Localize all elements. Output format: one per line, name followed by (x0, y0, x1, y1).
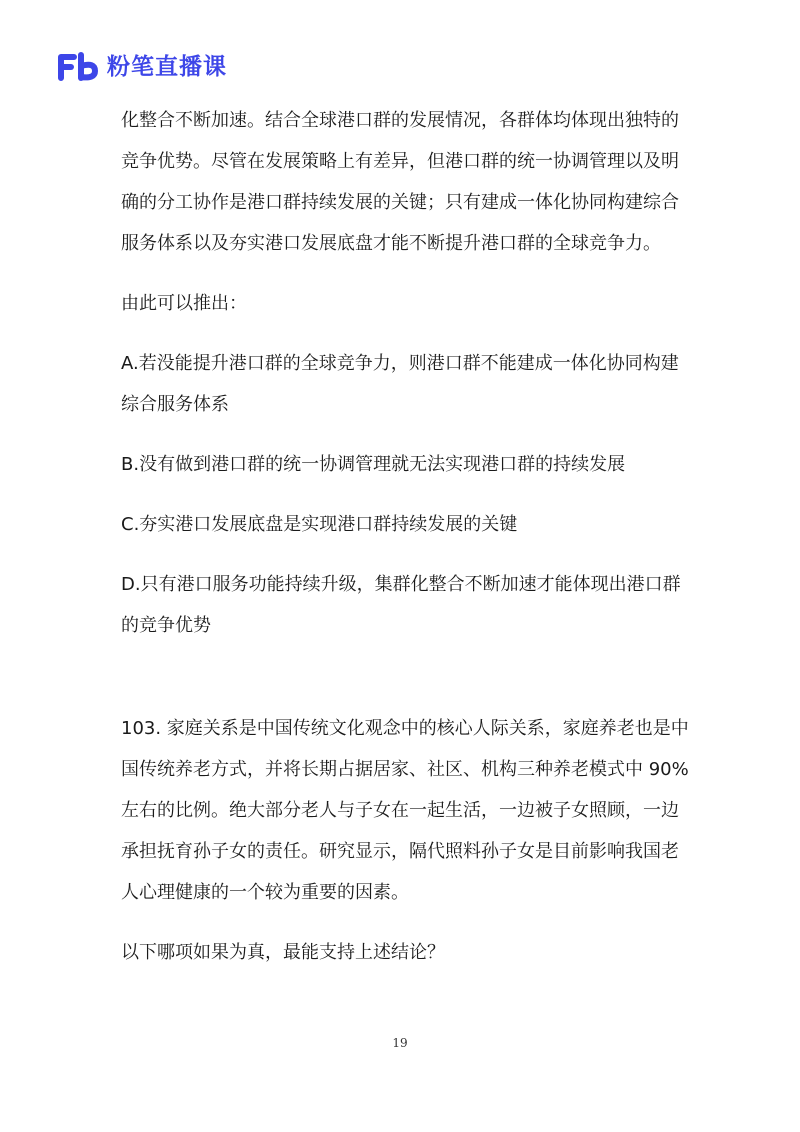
passage-paragraph: 化整合不断加速。结合全球港口群的发展情况，各群体均体现出独特的竞争优势。尽管在发展策略上有差异，但港口群的统一协调管理以及明确的分工协作是港口群持续发展的关键；只有建成一体化协同构建综合服务体系以及夯实港口发展底盘才能不断提升港口群的全球竞争力。 (121, 110, 679, 254)
brand-name: 粉笔直播课 (107, 54, 227, 80)
document-body (121, 100, 696, 973)
question-103-paragraph: 103. 家庭关系是中国传统文化观念中的核心人际关系，家庭养老也是中国传统养老方式，并将长期占据居家、社区、机构三种养老模式中 90%左右的比例。绝大部分老人与子女在一起生活，一边被子女照顾，一边承担抚育孙子女的责任。研究显示，隔代照料孙子女是目前影响我国老人心理健康的一个较为重要的因素。 (121, 718, 689, 903)
question-103-prompt: 以下哪项如果为真，最能支持上述结论？ (121, 942, 445, 963)
passage-question: 由此可以推出： (121, 293, 247, 314)
page-number: 19 (392, 1036, 408, 1050)
option-b: B.没有做到港口群的统一协调管理就无法实现港口群的持续发展 (121, 454, 626, 475)
page-header (57, 52, 227, 82)
option-d: D.只有港口服务功能持续升级，集群化整合不断加速才能体现出港口群的竞争优势 (121, 574, 681, 636)
fenbi-logo-icon (57, 52, 99, 82)
option-c: C.夯实港口发展底盘是实现港口群持续发展的关键 (121, 514, 518, 535)
option-a: A.若没能提升港口群的全球竞争力，则港口群不能建成一体化协同构建综合服务体系 (121, 353, 679, 415)
